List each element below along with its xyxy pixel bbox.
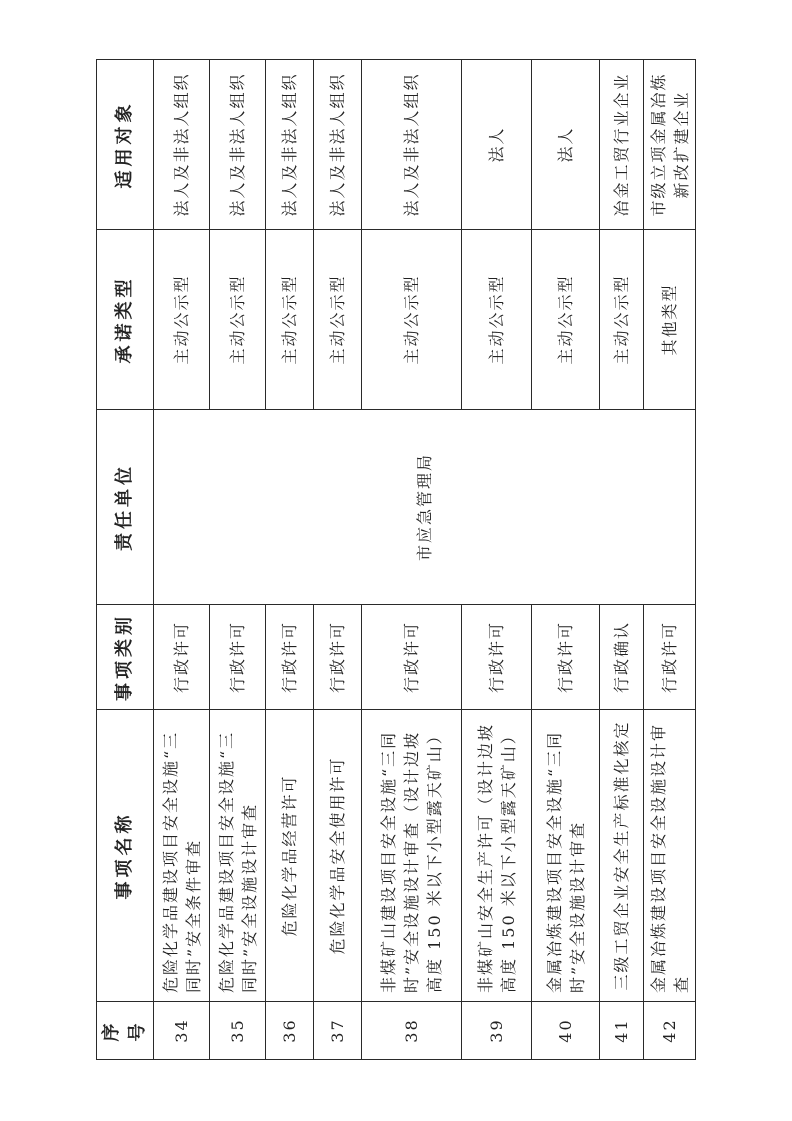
row-target: 法人及非法人组织 — [210, 60, 266, 230]
row-no: 40 — [532, 1002, 600, 1060]
row-name: 危险化学品经营许可 — [266, 710, 314, 1002]
row-promise: 主动公示型 — [266, 230, 314, 410]
header-no: 序号 — [97, 1002, 154, 1060]
row-promise: 主动公示型 — [362, 230, 462, 410]
row-no: 39 — [462, 1002, 532, 1060]
row-target: 市级立项金属冶炼新改扩建企业 — [644, 60, 696, 230]
row-target: 法人 — [532, 60, 600, 230]
row-no: 34 — [154, 1002, 210, 1060]
header-target: 适用对象 — [97, 60, 154, 230]
row-category: 行政许可 — [644, 605, 696, 710]
row-promise: 主动公示型 — [314, 230, 362, 410]
row-target: 冶金工贸行业企业 — [600, 60, 644, 230]
row-name: 三级工贸企业安全生产标准化核定 — [600, 710, 644, 1002]
row-name: 金属冶炼建设项目安全设施“三同时”安全设施设计审查 — [532, 710, 600, 1002]
row-no: 42 — [644, 1002, 696, 1060]
row-target: 法人及非法人组织 — [266, 60, 314, 230]
row-name: 危险化学品建设项目安全设施“三同时”安全设施设计审查 — [210, 710, 266, 1002]
header-unit: 责任单位 — [97, 410, 154, 605]
header-name: 事项名称 — [97, 710, 154, 1002]
row-target: 法人 — [462, 60, 532, 230]
row-category: 行政许可 — [532, 605, 600, 710]
row-name: 危险化学品建设项目安全设施“三同时”安全条件审查 — [154, 710, 210, 1002]
row-promise: 主动公示型 — [532, 230, 600, 410]
row-no: 36 — [266, 1002, 314, 1060]
responsible-unit: 市应急管理局 — [154, 410, 696, 605]
row-category: 行政许可 — [154, 605, 210, 710]
row-name: 危险化学品安全使用许可 — [314, 710, 362, 1002]
row-category: 行政许可 — [462, 605, 532, 710]
row-category: 行政许可 — [210, 605, 266, 710]
row-promise: 主动公示型 — [600, 230, 644, 410]
row-category: 行政许可 — [362, 605, 462, 710]
row-category: 行政确认 — [600, 605, 644, 710]
row-target: 法人及非法人组织 — [314, 60, 362, 230]
header-category: 事项类别 — [97, 605, 154, 710]
row-target: 法人及非法人组织 — [154, 60, 210, 230]
header-promise: 承诺类型 — [97, 230, 154, 410]
header-row — [97, 60, 154, 1060]
row-name: 金属冶炼建设项目安全设施设计审查 — [644, 710, 696, 1002]
row-name: 非煤矿山安全生产许可（设计边坡高度 150 米以下小型露天矿山） — [462, 710, 532, 1002]
items-table — [96, 59, 696, 1060]
row-promise: 其他类型 — [644, 230, 696, 410]
row-no: 37 — [314, 1002, 362, 1060]
row-category: 行政许可 — [314, 605, 362, 710]
row-name: 非煤矿山建设项目安全设施“三同时”安全设施设计审查（设计边坡高度 150 米以下小型露天矿山） — [362, 710, 462, 1002]
row-no: 38 — [362, 1002, 462, 1060]
row-target: 法人及非法人组织 — [362, 60, 462, 230]
rotated-table-page — [96, 60, 691, 1060]
row-category: 行政许可 — [266, 605, 314, 710]
table-row — [154, 60, 210, 1060]
row-promise: 主动公示型 — [154, 230, 210, 410]
row-no: 41 — [600, 1002, 644, 1060]
row-promise: 主动公示型 — [210, 230, 266, 410]
row-promise: 主动公示型 — [462, 230, 532, 410]
row-no: 35 — [210, 1002, 266, 1060]
